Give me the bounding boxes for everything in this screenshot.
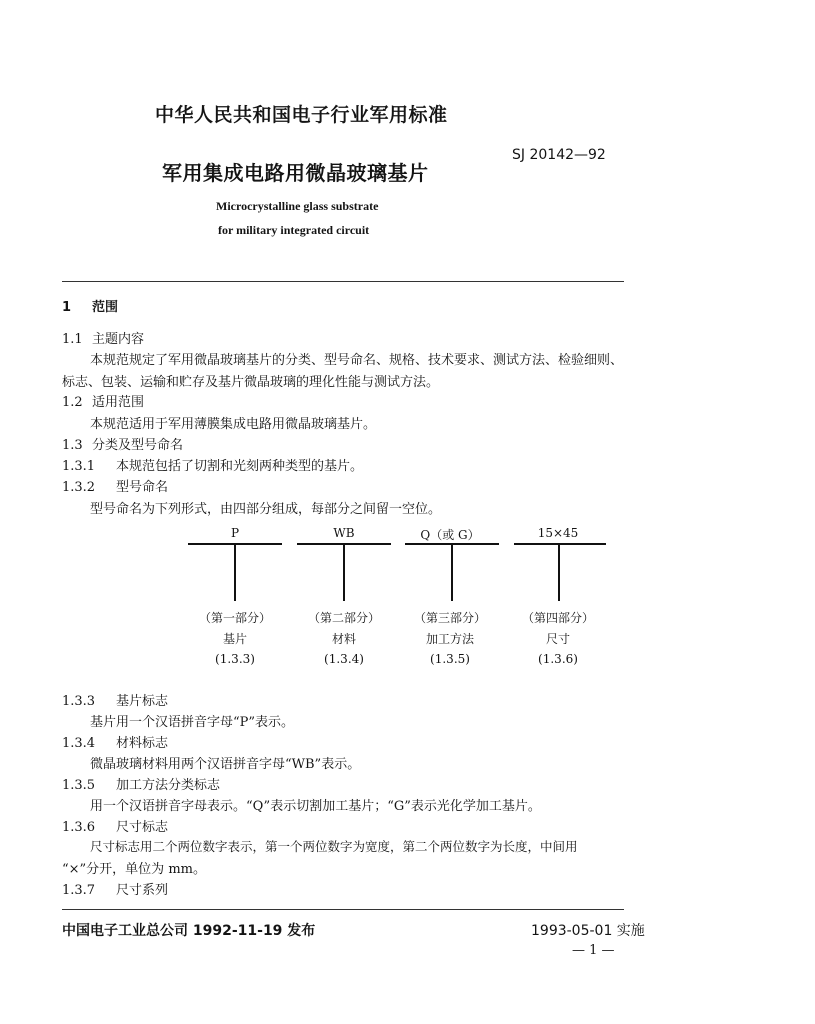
diagram-part: （第三部分） — [413, 611, 486, 625]
section-number: 1.3.4 — [62, 736, 96, 751]
document-title-cn: 军用集成电路用微晶玻璃基片 — [162, 161, 429, 185]
section-heading-1-2 — [62, 391, 144, 410]
paragraph-line: 型号命名为下列形式，由四部分组成，每部分之间留一空位。 — [90, 502, 442, 517]
section-title: 型号命名 — [116, 480, 169, 495]
paragraph-line: 尺寸标志用二个两位数字表示，第一个两位数字为宽度，第二个两位数字为长度，中间用 — [90, 839, 578, 854]
diagram-meaning: 加工方法 — [425, 632, 474, 646]
section-title: 尺寸系列 — [116, 883, 169, 898]
diagram-stem — [558, 544, 560, 601]
section-number: 1.3.7 — [62, 883, 96, 898]
paragraph-line: 本规范规定了军用微晶玻璃基片的分类、型号命名、规格、技术要求、测试方法、检验细则、 — [90, 353, 624, 368]
standard-code: SJ 20142—92 — [512, 147, 606, 163]
diagram-code: Q（或 G） — [420, 528, 480, 542]
paragraph-line: 本规范适用于军用薄膜集成电路用微晶玻璃基片。 — [90, 417, 377, 432]
diagram-ref: (1.3.4) — [324, 652, 364, 666]
diagram-code: 15×45 — [537, 526, 579, 540]
section-number: 1.2 — [62, 395, 83, 410]
diagram-ref: (1.3.5) — [430, 652, 470, 666]
section-title: 材料标志 — [116, 736, 169, 751]
diagram-stem — [343, 544, 345, 601]
footer-divider — [62, 909, 624, 910]
issuer-and-date: 中国电子工业总公司 1992-11-19 发布 — [62, 923, 316, 939]
section-heading-1-3-6 — [62, 816, 168, 835]
page-number: — 1 — — [572, 943, 615, 958]
section-heading-1-3-2 — [62, 476, 168, 495]
paragraph-line: 标志、包装、运输和贮存及基片微晶玻璃的理化性能与测试方法。 — [62, 375, 440, 390]
section-title: 主题内容 — [92, 332, 145, 347]
section-heading-1-3-5 — [62, 774, 220, 793]
section-number: 1.3.2 — [62, 480, 96, 495]
section-title: 加工方法分类标志 — [116, 778, 221, 793]
diagram-meaning: 材料 — [331, 632, 356, 646]
paragraph-line: 微晶玻璃材料用两个汉语拼音字母“WB”表示。 — [90, 757, 361, 772]
section-title: 适用范围 — [92, 395, 145, 410]
paragraph-line: 基片用一个汉语拼音字母“P”表示。 — [90, 715, 295, 730]
diagram-stem — [234, 544, 236, 601]
diagram-part: （第一部分） — [198, 611, 271, 625]
standard-category: 中华人民共和国电子行业军用标准 — [155, 104, 448, 126]
section-heading-1-3-7 — [62, 879, 168, 898]
section-heading-1-3-1 — [62, 455, 363, 474]
section-title: 分类及型号命名 — [92, 438, 184, 453]
diagram-ref: (1.3.3) — [215, 652, 255, 666]
section-heading-1-3-3 — [62, 690, 168, 709]
document-title-en-line2: for military integrated circuit — [218, 223, 370, 237]
diagram-meaning: 尺寸 — [545, 632, 570, 646]
section-number: 1.3.3 — [62, 694, 96, 709]
diagram-stem — [451, 544, 453, 601]
section-number: 1.3 — [62, 438, 83, 453]
section-number: 1 — [62, 300, 72, 315]
section-text: 本规范包括了切割和光刻两种类型的基片。 — [116, 459, 364, 474]
section-number: 1.1 — [62, 332, 83, 347]
document-title-en-line1: Microcrystalline glass substrate — [216, 199, 379, 213]
diagram-code: WB — [333, 526, 355, 540]
paragraph-line: “×”分开，单位为 mm。 — [62, 862, 206, 877]
header-divider — [62, 281, 624, 282]
effective-date: 1993-05-01 实施 — [531, 923, 645, 939]
section-title: 范围 — [92, 300, 119, 315]
diagram-part: （第四部分） — [521, 611, 594, 625]
section-title: 基片标志 — [116, 694, 169, 709]
section-title: 尺寸标志 — [116, 820, 169, 835]
section-number: 1.3.6 — [62, 820, 96, 835]
diagram-part: （第二部分） — [307, 611, 380, 625]
section-heading-1 — [62, 296, 118, 315]
diagram-ref: (1.3.6) — [538, 652, 578, 666]
paragraph-line: 用一个汉语拼音字母表示。“Q”表示切割加工基片；“G”表示光化学加工基片。 — [90, 799, 541, 814]
diagram-meaning: 基片 — [222, 632, 247, 646]
section-number: 1.3.1 — [62, 459, 96, 474]
section-heading-1-3 — [62, 434, 183, 453]
section-number: 1.3.5 — [62, 778, 96, 793]
diagram-bar — [514, 543, 606, 545]
section-heading-1-3-4 — [62, 732, 168, 751]
diagram-code: P — [230, 526, 240, 540]
section-heading-1-1 — [62, 328, 144, 347]
